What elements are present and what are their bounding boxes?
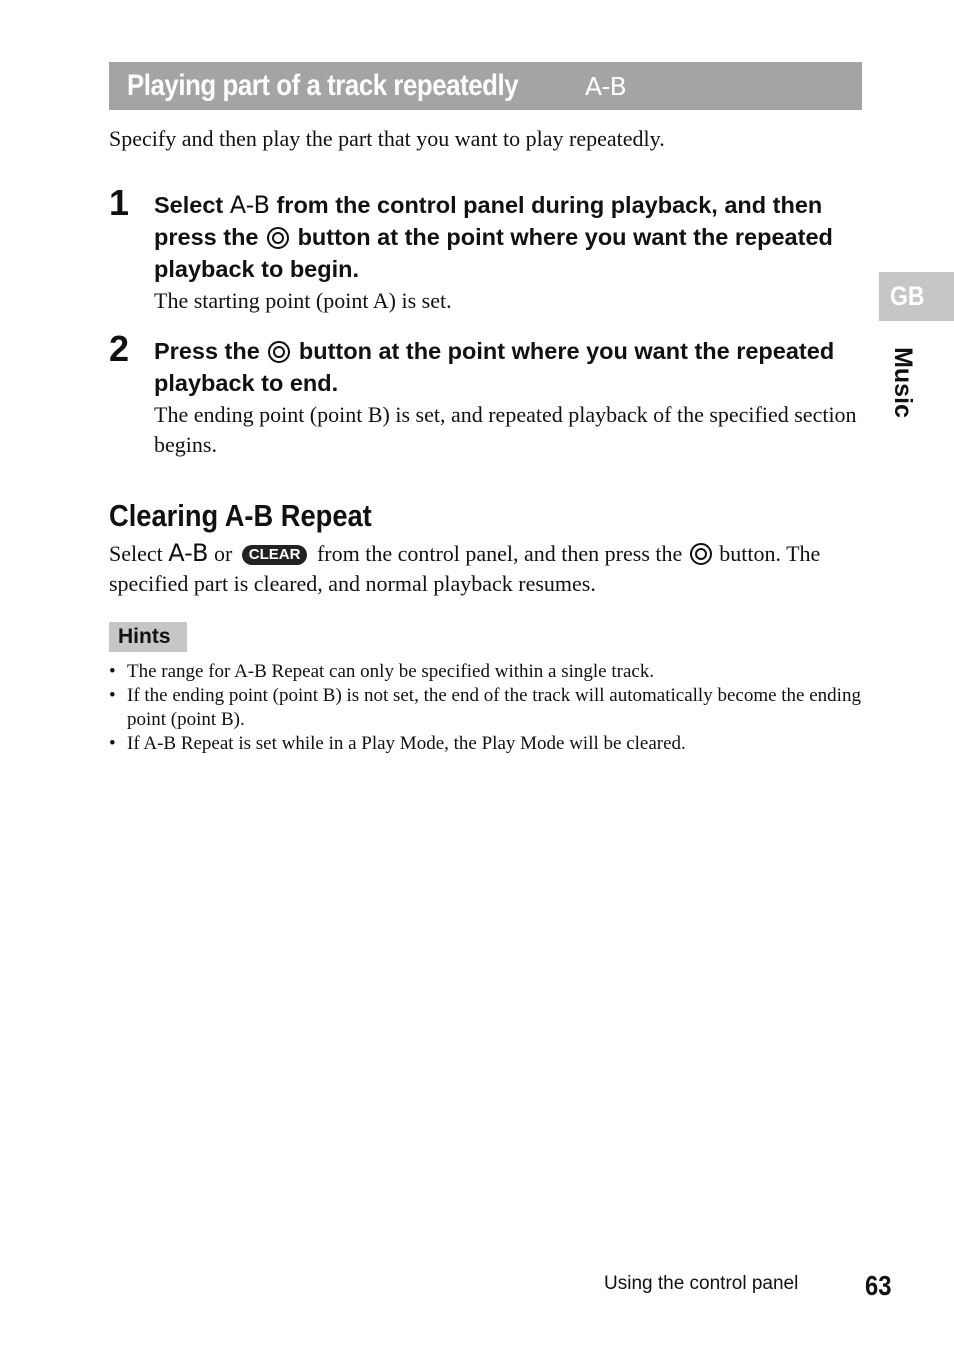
language-tab-label: GB: [890, 281, 925, 311]
footer-section-title: Using the control panel: [604, 1273, 799, 1294]
step-2-instruction: [154, 335, 864, 399]
clearing-text-b: or: [213, 541, 233, 566]
section-title: Playing part of a track repeatedly: [127, 69, 519, 102]
step-1-text-b: from the control panel during playback, and then press the: [154, 192, 823, 250]
enter-circle-icon: [690, 543, 712, 565]
clearing-text-d: button. The specified part is cleared, and normal playback resumes.: [109, 541, 821, 596]
chapter-label-text: Music: [888, 346, 917, 418]
clearing-text-a: Select: [109, 541, 163, 566]
clear-icon: CLEAR: [242, 545, 308, 565]
hints-list: [109, 660, 869, 756]
step-1-instruction: [154, 189, 864, 285]
section-title-bar: [109, 62, 862, 110]
hint-item: • If the ending point (point B) is not set, the end of the track will automatically become the ending point (point B).: [109, 684, 869, 732]
step-1-result: The starting point (point A) is set.: [154, 288, 452, 313]
ab-repeat-icon: A-B: [229, 191, 270, 219]
step-2-result: The ending point (point B) is set, and repeated playback of the specified section begins.: [154, 402, 857, 457]
step-2-text-b: button at the point where you want the repeated playback to end.: [154, 338, 835, 396]
step-1-text-a: Select: [154, 192, 224, 218]
language-tab: [879, 272, 954, 321]
clearing-text: [109, 538, 869, 599]
hints-label: Hints: [109, 622, 187, 652]
ab-repeat-icon: A-B: [168, 539, 209, 567]
enter-circle-icon: [268, 341, 290, 363]
ab-repeat-icon: A-B: [585, 72, 627, 101]
step-2-text-a: Press the: [154, 338, 260, 364]
hint-item: • If A-B Repeat is set while in a Play Mode, the Play Mode will be cleared.: [109, 732, 869, 756]
clearing-heading: Clearing A-B Repeat: [109, 498, 372, 533]
step-number-1: 1: [109, 182, 130, 223]
page-number: 63: [865, 1270, 892, 1301]
step-1-text-c: button at the point where you want the repeated playback to begin.: [154, 224, 833, 282]
step-number-2: 2: [109, 328, 130, 369]
clearing-text-c: from the control panel, and then press the: [316, 541, 683, 566]
hint-item: • The range for A-B Repeat can only be specified within a single track.: [109, 660, 869, 684]
enter-circle-icon: [267, 227, 289, 249]
chapter-label: [885, 340, 919, 424]
intro-text: Specify and then play the part that you want to play repeatedly.: [109, 126, 665, 151]
